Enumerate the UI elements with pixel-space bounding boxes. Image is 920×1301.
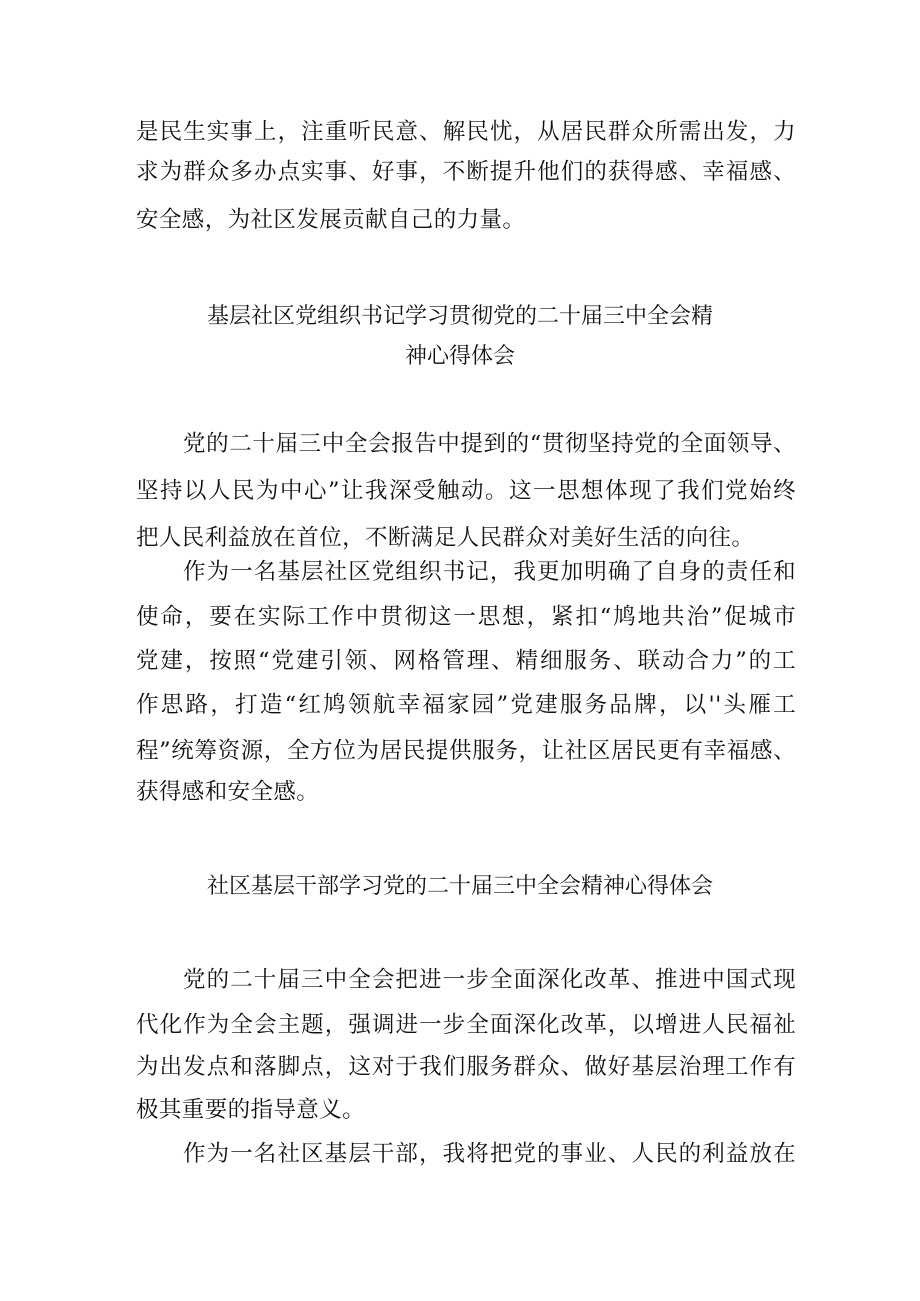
text-line: 代化作为全会主题，强调进一步全面深化改革，以增进人民福祉 <box>136 1012 796 1038</box>
text-line: 作为一名社区基层干部，我将把党的事业、人民的利益放在 <box>183 1141 796 1167</box>
text-line: 作为一名基层社区党组织书记，我更加明确了自身的责任和 <box>183 559 796 585</box>
text-line: 党的二十届三中全会报告中提到的“贯彻坚持党的全面领导、 <box>183 431 796 457</box>
text-line: 极其重要的指导意义。 <box>136 1097 366 1123</box>
text-line: 安全感，为社区发展贡献自己的力量。 <box>136 207 526 233</box>
text-line: 把人民利益放在首位，不断满足人民群众对美好生活的向往。 <box>136 525 755 551</box>
text-line: 获得感和安全感。 <box>136 779 320 805</box>
text-line: 党的二十届三中全会把进一步全面深化改革、推进中国式现 <box>183 967 796 993</box>
text-line: 党建，按照“党建引领、网格管理、精细服务、联动合力”的工 <box>136 648 796 674</box>
text-line: 为出发点和落脚点，这对于我们服务群众、做好基层治理工作有 <box>136 1054 796 1080</box>
text-line: 使命，要在实际工作中贯彻这一思想，紧扣“鸠地共治”促城市 <box>136 604 796 630</box>
text-line: 求为群众多办点实事、好事，不断提升他们的获得感、幸福感、 <box>136 159 796 185</box>
text-line: 坚持以人民为中心”让我深受触动。这一思想体现了我们党始终 <box>136 478 796 504</box>
section-title-line: 神心得体会 <box>404 344 515 369</box>
section-title-line: 社区基层干部学习党的二十届三中全会精神心得体会 <box>206 874 713 899</box>
text-line: 程”统筹资源，全方位为居民提供服务，让社区居民更有幸福感、 <box>136 738 796 764</box>
text-line: 是民生实事上，注重听民意、解民忧，从居民群众所需出发，力 <box>136 119 796 145</box>
text-line: 作思路，打造“红鸠领航幸福家园”党建服务品牌，以''头雁工 <box>136 692 796 718</box>
section-title-line: 基层社区党组织书记学习贯彻党的二十届三中全会精 <box>206 304 713 329</box>
